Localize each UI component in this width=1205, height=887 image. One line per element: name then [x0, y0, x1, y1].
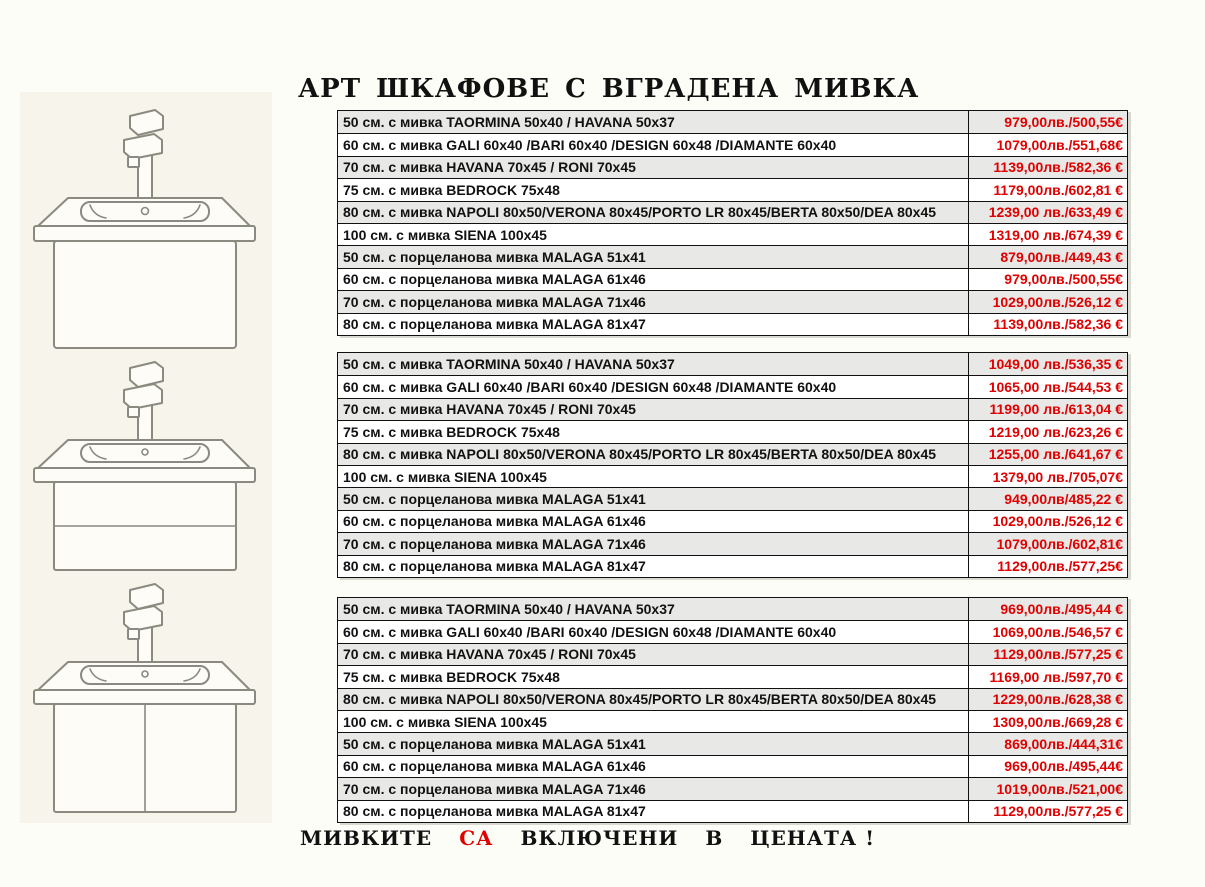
- price-table-row: [338, 643, 1127, 665]
- price-table-row: [338, 710, 1127, 732]
- product-description: 60 см. с мивка GALI 60x40 /BARI 60x40 /DESIGN 60x48 /DIAMANTE 60x40: [338, 134, 969, 155]
- product-price: 879,00лв./449,43 €: [1000, 249, 1123, 266]
- price-table-row: [338, 443, 1127, 465]
- price-table-row: [338, 487, 1127, 509]
- product-price: 1239,00 лв./633,49 €: [988, 204, 1123, 221]
- price-table-row: [338, 313, 1127, 335]
- price-table-row: [338, 223, 1127, 245]
- product-description: 60 см. с мивка GALI 60x40 /BARI 60x40 /DESIGN 60x48 /DIAMANTE 60x40: [338, 621, 969, 642]
- product-price: 1069,00лв./546,57 €: [992, 624, 1123, 641]
- product-price: 1229,00лв./628,38 €: [992, 691, 1123, 708]
- price-table-row: [338, 732, 1127, 754]
- illustration-strip: [20, 92, 272, 823]
- price-table-row: [338, 353, 1127, 375]
- footer-word: МИВКИТЕ: [300, 826, 433, 850]
- product-description: 70 см. с мивка HAVANA 70x45 / RONI 70x45: [338, 644, 969, 665]
- price-table-1: [337, 110, 1128, 336]
- product-description: 100 см. с мивка SIENA 100x45: [338, 711, 969, 732]
- product-price: 1129,00лв./577,25€: [997, 558, 1123, 575]
- product-description: 100 см. с мивка SIENA 100x45: [338, 224, 969, 245]
- vanity-two-drawers-illustration: [24, 360, 269, 578]
- product-description: 75 см. с мивка BEDROCK 75x48: [338, 421, 969, 442]
- product-description: 80 см. с мивка NAPOLI 80x50/VERONA 80x45/PORTO LR 80x45/BERTA 80x50/DEA 80x45: [338, 202, 969, 223]
- product-description: 75 см. с мивка BEDROCK 75x48: [338, 179, 969, 200]
- product-price: 1219,00 лв./623,26 €: [988, 423, 1123, 440]
- price-table-row: [338, 620, 1127, 642]
- product-price: 949,00лв/485,22 €: [1004, 491, 1123, 508]
- product-price: 1379,00 лв./705,07€: [992, 468, 1123, 485]
- price-table-row: [338, 510, 1127, 532]
- price-table-row: [338, 665, 1127, 687]
- price-table-row: [338, 398, 1127, 420]
- product-price: 1079,00лв./551,68€: [996, 137, 1123, 154]
- price-table-row: [338, 688, 1127, 710]
- product-description: 70 см. с порцеланова мивка MALAGA 71x46: [338, 778, 969, 799]
- price-table-row: [338, 420, 1127, 442]
- product-price: 1129,00лв./577,25 €: [993, 803, 1123, 820]
- price-table-row: [338, 375, 1127, 397]
- price-table-row: [338, 800, 1127, 822]
- product-price: 979,00лв./500,55€: [1004, 271, 1123, 288]
- product-description: 70 см. с порцеланова мивка MALAGA 71x46: [338, 533, 969, 554]
- product-price: 1029,00лв./526,12 €: [992, 293, 1123, 310]
- product-description: 50 см. с мивка TAORMINA 50x40 / HAVANA 50x37: [338, 111, 969, 133]
- price-table-row: [338, 755, 1127, 777]
- page-title: АРТ ШКАФОВЕ С ВГРАДЕНА МИВКА: [298, 74, 920, 104]
- product-price: 1199,00 лв./613,04 €: [989, 401, 1123, 418]
- price-table-row: [338, 532, 1127, 554]
- product-description: 50 см. с порцеланова мивка MALAGA 51x41: [338, 733, 969, 754]
- product-description: 50 см. с порцеланова мивка MALAGA 51x41: [338, 246, 969, 267]
- product-price: 1049,00 лв./536,35 €: [988, 356, 1123, 373]
- vanity-two-doors-illustration: [24, 576, 269, 821]
- price-table-row: [338, 555, 1127, 577]
- footer-word: В: [705, 826, 724, 850]
- vanity-two-doors-icon: [24, 576, 269, 821]
- product-description: 70 см. с мивка HAVANA 70x45 / RONI 70x45: [338, 157, 969, 178]
- product-description: 50 см. с мивка TAORMINA 50x40 / HAVANA 50x37: [338, 598, 969, 620]
- product-description: 75 см. с мивка BEDROCK 75x48: [338, 666, 969, 687]
- price-table-2: [337, 352, 1128, 578]
- product-description: 100 см. с мивка SIENA 100x45: [338, 466, 969, 487]
- product-price: 1169,00 лв./597,70 €: [989, 668, 1123, 685]
- price-table-row: [338, 133, 1127, 155]
- product-description: 50 см. с мивка TAORMINA 50x40 / HAVANA 50x37: [338, 353, 969, 375]
- product-price: 1019,00лв./521,00€: [996, 780, 1123, 797]
- product-description: 80 см. с порцеланова мивка MALAGA 81x47: [338, 801, 969, 822]
- vanity-two-drawers-icon: [24, 360, 269, 578]
- product-price: 1319,00 лв./674,39 €: [988, 226, 1123, 243]
- price-table-row: [338, 201, 1127, 223]
- price-table-row: [338, 268, 1127, 290]
- product-description: 60 см. с порцеланова мивка MALAGA 61x46: [338, 511, 969, 532]
- product-description: 80 см. с порцеланова мивка MALAGA 81x47: [338, 556, 969, 577]
- price-table-row: [338, 178, 1127, 200]
- product-description: 60 см. с порцеланова мивка MALAGA 61x46: [338, 756, 969, 777]
- product-price: 1139,00лв./582,36 €: [993, 316, 1123, 333]
- price-table-row: [338, 111, 1127, 133]
- price-table-row: [338, 290, 1127, 312]
- price-table-row: [338, 598, 1127, 620]
- product-price: 969,00лв./495,44€: [1004, 758, 1123, 775]
- footer-word: ВКЛЮЧЕНИ: [520, 826, 679, 850]
- vanity-single-front-icon: [24, 96, 269, 356]
- footer-word: ЦЕНАТА !: [750, 826, 875, 850]
- product-description: 80 см. с мивка NAPOLI 80x50/VERONA 80x45/PORTO LR 80x45/BERTA 80x50/DEA 80x45: [338, 444, 969, 465]
- product-description: 80 см. с мивка NAPOLI 80x50/VERONA 80x45/PORTO LR 80x45/BERTA 80x50/DEA 80x45: [338, 689, 969, 710]
- product-price: 1065,00 лв./544,53 €: [988, 379, 1123, 396]
- product-price: 1029,00лв./526,12 €: [992, 513, 1123, 530]
- price-table-row: [338, 156, 1127, 178]
- product-description: 60 см. с порцеланова мивка MALAGA 61x46: [338, 269, 969, 290]
- product-price: 1079,00лв./602,81€: [996, 535, 1123, 552]
- footer-note: [300, 826, 875, 850]
- price-table-row: [338, 777, 1127, 799]
- product-description: 70 см. с мивка HAVANA 70x45 / RONI 70x45: [338, 399, 969, 420]
- product-price: 1309,00лв./669,28 €: [992, 713, 1123, 730]
- price-table-row: [338, 465, 1127, 487]
- vanity-single-front-illustration: [24, 96, 269, 356]
- product-price: 969,00лв./495,44 €: [1000, 601, 1123, 618]
- price-table-3: [337, 597, 1128, 823]
- product-price: 1179,00лв./602,81 €: [993, 181, 1123, 198]
- product-price: 979,00лв./500,55€: [1004, 114, 1123, 131]
- product-price: 1255,00 лв./641,67 €: [988, 446, 1123, 463]
- price-table-row: [338, 245, 1127, 267]
- product-description: 60 см. с мивка GALI 60x40 /BARI 60x40 /DESIGN 60x48 /DIAMANTE 60x40: [338, 376, 969, 397]
- product-description: 80 см. с порцеланова мивка MALAGA 81x47: [338, 314, 969, 335]
- product-price: 1139,00лв./582,36 €: [993, 159, 1123, 176]
- product-description: 50 см. с порцеланова мивка MALAGA 51x41: [338, 488, 969, 509]
- product-description: 70 см. с порцеланова мивка MALAGA 71x46: [338, 291, 969, 312]
- product-price: 869,00лв./444,31€: [1004, 736, 1123, 753]
- footer-word-accent: СА: [459, 826, 494, 850]
- product-price: 1129,00лв./577,25 €: [993, 646, 1123, 663]
